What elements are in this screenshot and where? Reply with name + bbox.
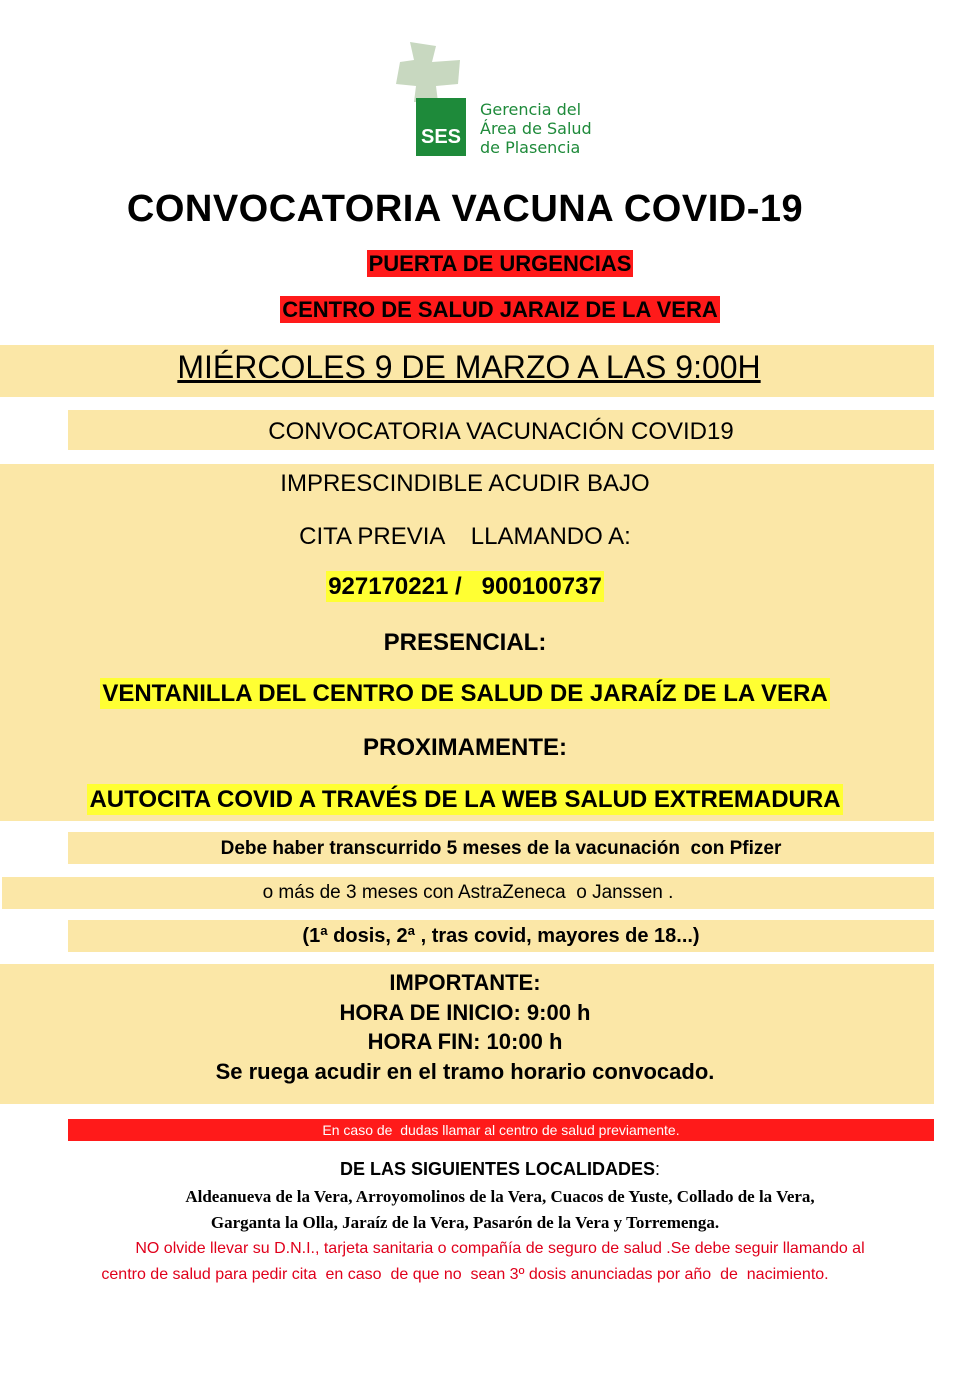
localities-heading-wrap: [0, 1159, 965, 1180]
appointment-line-2: CITA PREVIA LLAMANDO A:: [299, 523, 631, 550]
appointment-line-1: IMPRESCINDIBLE ACUDIR BAJO: [280, 470, 650, 497]
conditions-line-3: (1ª dosis, 2ª , tras covid, mayores de 18...): [302, 925, 700, 947]
autocita-wrap: [0, 786, 930, 814]
logo-line-1: Gerencia del: [480, 100, 582, 119]
footer-line-1: NO olvide llevar su D.N.I., tarjeta sanitaria o compañía de seguro de salud .Se debe seguir llamando al: [135, 1240, 865, 1257]
doubts-notice-bar: [68, 1119, 934, 1141]
localities-line-2: Garganta la Olla, Jaraíz de la Vera, Pasarón de la Vera y Torremenga.: [210, 1213, 720, 1232]
date-wrap: [0, 349, 938, 386]
logo-line-3: de Plasencia: [480, 138, 581, 157]
logo-line-2: Área de Salud: [480, 119, 592, 138]
ventanilla-wrap: [0, 680, 930, 708]
ses-logo: [392, 40, 472, 158]
doubts-notice-text: En caso de dudas llamar al centro de salud previamente.: [322, 1122, 680, 1138]
conditions-line-2: o más de 3 meses con AstraZeneca o Janssen .: [262, 882, 674, 903]
subtitle: CONVOCATORIA VACUNACIÓN COVID19: [268, 418, 734, 445]
conditions-line-1: Debe haber transcurrido 5 meses de la vacunación con Pfizer: [220, 838, 782, 859]
logo-org-name: [480, 100, 680, 157]
end-time: HORA FIN: 10:00 h: [367, 1029, 563, 1054]
autocita-text: AUTOCITA COVID A TRAVÉS DE LA WEB SALUD EXTREMADURA: [89, 786, 841, 813]
important-block: [0, 968, 930, 1086]
location-line-2-wrap: [0, 297, 965, 323]
location-line-1: PUERTA DE URGENCIAS: [368, 251, 632, 276]
location-line-2: CENTRO DE SALUD JARAIZ DE LA VERA: [282, 297, 718, 322]
start-time: HORA DE INICIO: 9:00 h: [339, 999, 591, 1025]
phone-numbers: 927170221 / 900100737: [328, 573, 602, 600]
location-line-1-wrap: [0, 251, 965, 277]
localities-heading-colon: :: [655, 1159, 661, 1179]
localities-heading: DE LAS SIGUIENTES LOCALIDADES: [339, 1159, 655, 1179]
page-title: CONVOCATORIA VACUNA COVID-19: [126, 188, 804, 230]
ses-mark-text: SES: [420, 126, 462, 148]
phones-wrap: [0, 573, 930, 601]
proximamente-label: PROXIMAMENTE:: [363, 734, 567, 761]
ventanilla-text: VENTANILLA DEL CENTRO DE SALUD DE JARAÍZ DE LA VERA: [102, 680, 828, 707]
footer-line-2: centro de salud para pedir cita en caso de que no sean 3º dosis anunciadas por año de nacimiento.: [101, 1266, 829, 1283]
localities-line-1: Aldeanueva de la Vera, Arroyomolinos de la Vera, Cuacos de Yuste, Collado de la Vera,: [185, 1187, 815, 1206]
time-slot-note: Se ruega acudir en el tramo horario convocado.: [215, 1058, 715, 1084]
event-date: MIÉRCOLES 9 DE MARZO A LAS 9:00H: [177, 349, 761, 385]
important-heading: IMPORTANTE:: [389, 970, 541, 995]
presencial-label: PRESENCIAL:: [383, 629, 547, 656]
